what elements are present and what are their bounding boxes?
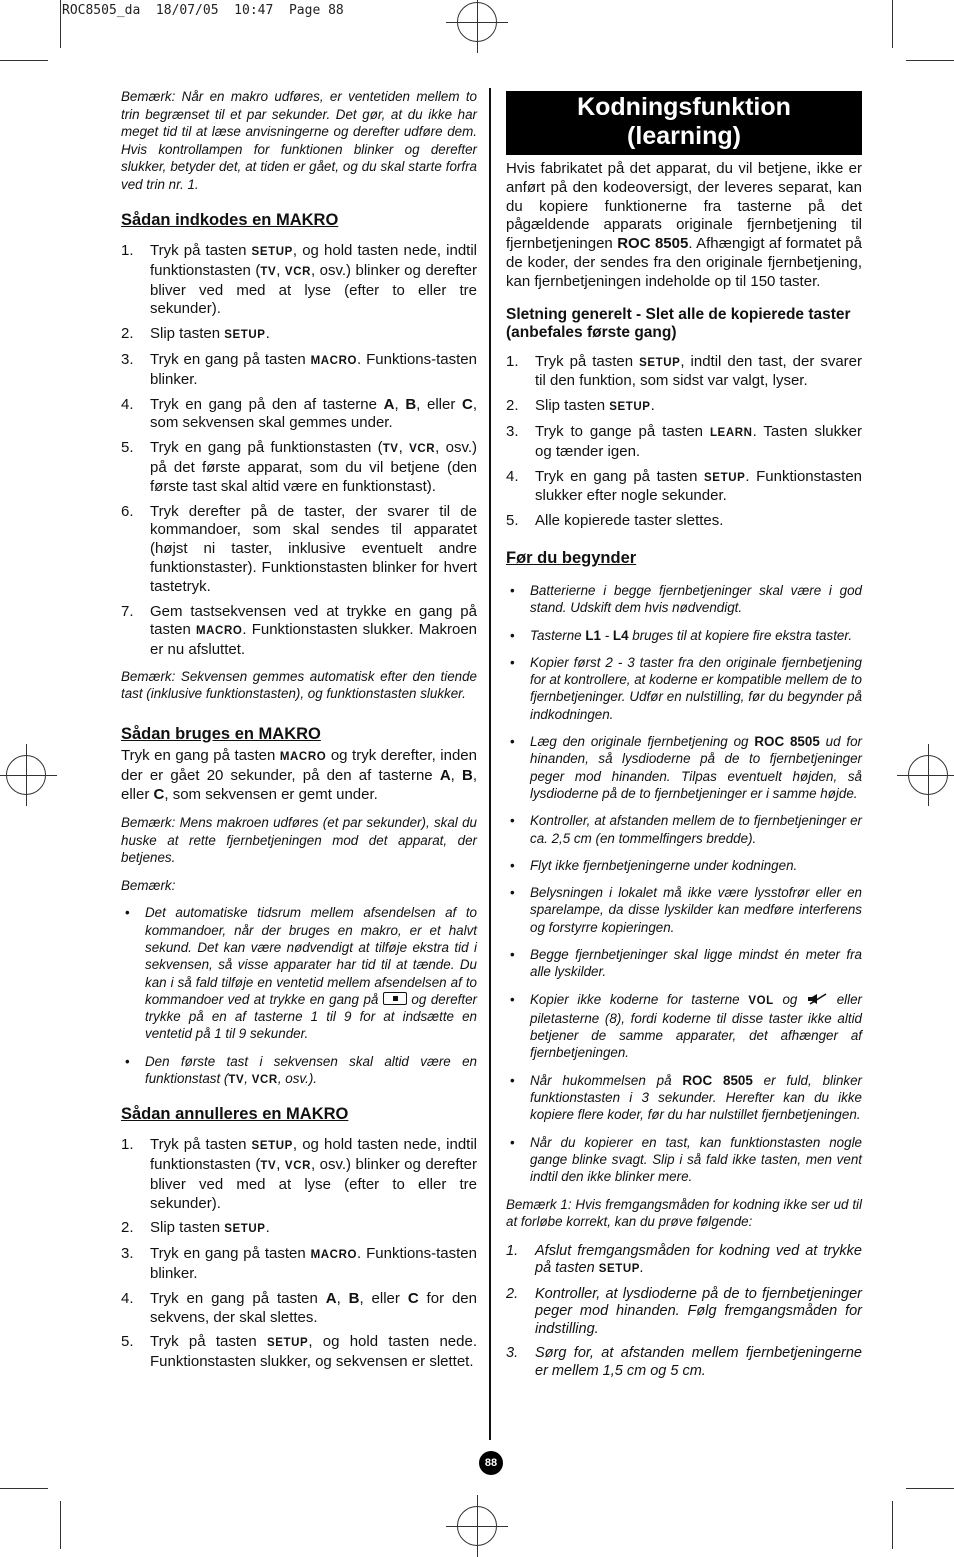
list-item: • Kopier først 2 - 3 taster fra den originale fjernbetjening for at kontrollere, at koderne er kompatible mellem de to fjernbetjeninger. Udfør en nulstilling, før du begynder på indkodningen.	[510, 654, 862, 722]
list-item: • Begge fjernbetjeninger skal ligge mindst én meter fra alle lyskilder.	[510, 947, 862, 980]
macro-notes-list	[121, 904, 477, 1089]
learning-intro: Hvis fabrikatet på det apparat, du vil betjene, ikke er anført på den kodeoversigt, der leveres separat, kan du kopiere funktionerne fra tasterne på det pågældende apparats originale fjernbetjening til fjernbetjeningen ROC 8505. Afhængigt af formatet på de koder, der sendes fra den originale fjernbetjening, kan fjernbetjeningen indeholde op til 150 taster.	[506, 160, 862, 290]
left-column	[121, 88, 477, 1378]
list-item: 5. Alle kopierede taster slettes.	[506, 512, 724, 530]
crop-mark	[0, 1488, 48, 1489]
encode-steps	[121, 242, 477, 660]
registration-mark	[908, 755, 948, 795]
list-item: • Når hukommelsen på ROC 8505 er fuld, blinker funktionstasten i 3 sekunder. Herefter kan du ikke kopiere flere koder, før du har nulstillet fjernbetjeningen.	[510, 1072, 863, 1123]
list-item: 1. Tryk på tasten SETUP, indtil den tast, der svarer til den funktion, som sidst var valgt, lyser.	[506, 352, 862, 390]
crop-mark	[906, 1488, 954, 1489]
registration-mark	[6, 755, 46, 795]
mute-icon	[806, 993, 828, 1005]
heading-encode-macro: Sådan indkodes en MAKRO	[121, 211, 339, 229]
heading-cancel-macro: Sådan annulleres en MAKRO	[121, 1105, 349, 1124]
list-item: 3. Tryk en gang på tasten MACRO. Funktions-tasten blinker.	[121, 1245, 477, 1283]
crop-mark	[0, 60, 48, 61]
list-item: 5. Tryk på tasten SETUP, og hold tasten nede. Funktionstasten slukker, og sekvensen er slettet.	[121, 1333, 478, 1371]
crop-mark	[60, 1501, 61, 1549]
list-item: • Læg den originale fjernbetjening og ROC 8505 ud for hinanden, så lysdioderne på de to fjernbetjeninger peger mod hinanden. Tilpas eventuelt højden, så lysdioderne på de to fjernbetjeninger er i samme højde.	[510, 734, 863, 801]
note-label: Bemærk:	[121, 877, 176, 893]
list-item: • Det automatiske tidsrum mellem afsendelsen af to kommandoer, når der bruges en makro, er et halvt sekund. Det kan være nødvendigt at tilføje ekstra tid i sekvensen, så visse apparater har tid til at tænde. Du kan i så fald tilføje en ventetid mellem afsendelsen af to kommandoer ved at trykke en gang på og derefter trykke på en af tasterne 1 til 9 for at indsætte en ventetid på 1 til 9 sekunder.	[125, 905, 477, 1042]
cancel-steps	[121, 1136, 477, 1372]
column-divider	[489, 88, 491, 1440]
title-line: (learning)	[627, 122, 741, 150]
print-slug: ROC8505_da 18/07/05 10:47 Page 88	[62, 3, 344, 18]
heading-delete-all: Sletning generelt - Slet alle de kopierede taster (anbefales første gang)	[506, 305, 851, 341]
list-item: 4. Tryk en gang på tasten SETUP. Funktionstasten slukker efter nogle sekunder.	[506, 467, 862, 505]
list-item: • Belysningen i lokalet må ikke være lysstofrør eller en sparelampe, da disse lyskilder kan medføre interferens og forstyrre kopieringen.	[510, 885, 862, 935]
page-number: 88	[479, 1451, 503, 1475]
right-column	[506, 91, 862, 1387]
note-macro-timing: Bemærk: Når en makro udføres, er ventetiden mellem to trin begrænset til et par sekunder. Det gør, at du ikke har meget tid til at læse anvisningerne og derefter udføre dem. Hvis kontrollampen for funktionen blinker og derefter slukker, betyder det, at tiden er gået, og du skal starte forfra ved trin nr. 1.	[121, 89, 477, 192]
list-item: • Flyt ikke fjernbetjeningerne under kodningen.	[510, 857, 798, 873]
note-aim-remote: Bemærk: Mens makroen udføres (et par sekunder), skal du huske at rette fjernbetjeningen mod det apparat, der betjenes.	[121, 815, 477, 866]
delete-steps	[506, 353, 862, 531]
list-item: 2. Slip tasten SETUP.	[121, 1219, 270, 1237]
list-item: 3. Sørg for, at afstanden mellem fjernbetjeningerne er mellem 1,5 cm og 5 cm.	[506, 1345, 862, 1379]
section-title	[506, 91, 862, 155]
list-item: 6. Tryk derefter på de taster, der svarer til de kommandoer, som skal sendes til apparatet (højst ni taster, inklusive eventuelt andre funktionstaster). Funktionstasten blinker for hvert tastetryk.	[121, 502, 477, 595]
before-start-list	[506, 582, 862, 1186]
list-item: • Kopier ikke koderne for tasterne VOL og eller piletasterne (8), fordi koderne til disse taster ikke altid betjener de samme apparater, det afhænger af fjernbetjeningen.	[510, 991, 862, 1061]
crop-mark	[892, 0, 893, 48]
crop-mark	[906, 60, 954, 61]
list-item: 4. Tryk en gang på tasten A, B, eller C for den sekvens, der skal slettes.	[121, 1289, 477, 1326]
list-item: 1. Afslut fremgangsmåden for kodning ved at trykke på tasten SETUP.	[506, 1242, 862, 1277]
pause-key-icon	[383, 992, 407, 1005]
crop-mark	[892, 1501, 893, 1549]
list-item: 4. Tryk en gang på den af tasterne A, B, eller C, som sekvensen skal gemmes under.	[121, 395, 477, 432]
list-item: • Batterierne i begge fjernbetjeninger skal være i god stand. Udskift dem hvis nødvendigt.	[510, 582, 862, 616]
title-line: Kodningsfunktion	[577, 93, 791, 121]
list-item: • Tasterne L1 - L4 bruges til at kopiere fire ekstra taster.	[510, 627, 853, 643]
list-item: 7. Gem tastsekvensen ved at trykke en gang på tasten MACRO. Funktionstasten slukker. Makroen er nu afsluttet.	[121, 602, 477, 659]
list-item: 5. Tryk en gang på funktionstasten (TV, VCR, osv.) på det første apparat, som du vil betjene (den første tast skal altid være en funktionstast).	[121, 439, 478, 495]
heading-use-macro: Sådan bruges en MAKRO	[121, 724, 321, 743]
use-macro-text: Tryk en gang på tasten MACRO og tryk derefter, inden der er gået 20 sekunder, på den af tasterne A, B, eller C, som sekvensen er gemt under.	[121, 746, 477, 803]
list-item: • Når du kopierer en tast, kan funktionstasten nogle gange blinke svagt. Slip i så fald ikke tasten, men vent indtil den ikke blinker mere.	[510, 1134, 862, 1185]
list-item: 2. Kontroller, at lysdioderne på de to fjernbetjeninger peger mod hinanden. Følg fremgangsmåden for indstilling.	[506, 1285, 862, 1337]
registration-mark	[457, 1506, 497, 1546]
note-troubleshooting: Bemærk 1: Hvis fremgangsmåden for kodning ikke ser ud til at forløbe korrekt, kan du prøve følgende:	[506, 1196, 862, 1230]
list-item: 1. Tryk på tasten SETUP, og hold tasten nede, indtil funktionstasten (TV, VCR, osv.) blinker og derefter bliver ved med at lyse (efter to eller tre sekunder).	[121, 1136, 478, 1212]
note-auto-save: Bemærk: Sekvensen gemmes automatisk efter den tiende tast (inklusive funktionstasten), og funktionstasten slukker.	[121, 668, 477, 702]
list-item: 3. Tryk en gang på tasten MACRO. Funktions-tasten blinker.	[121, 350, 477, 388]
list-item: • Den første tast i sekvensen skal altid være en funktionstast (TV, VCR, osv.).	[125, 1053, 477, 1086]
list-item: • Kontroller, at afstanden mellem de to fjernbetjeninger er ca. 2,5 cm (en tommelfingers bredde).	[510, 813, 862, 846]
crop-mark	[60, 0, 61, 48]
list-item: 2. Slip tasten SETUP.	[506, 397, 655, 415]
heading-before-start: Før du begynder	[506, 548, 637, 567]
list-item: 2. Slip tasten SETUP.	[121, 325, 270, 343]
list-item: 1. Tryk på tasten SETUP, og hold tasten nede, indtil funktionstasten (TV, VCR, osv.) blinker og derefter bliver ved med at lyse (efter to eller tre sekunder).	[121, 242, 478, 318]
list-item: 3. Tryk to gange på tasten LEARN. Tasten slukker og tænder igen.	[506, 422, 862, 460]
troubleshooting-steps	[506, 1243, 862, 1381]
registration-mark	[457, 2, 497, 42]
